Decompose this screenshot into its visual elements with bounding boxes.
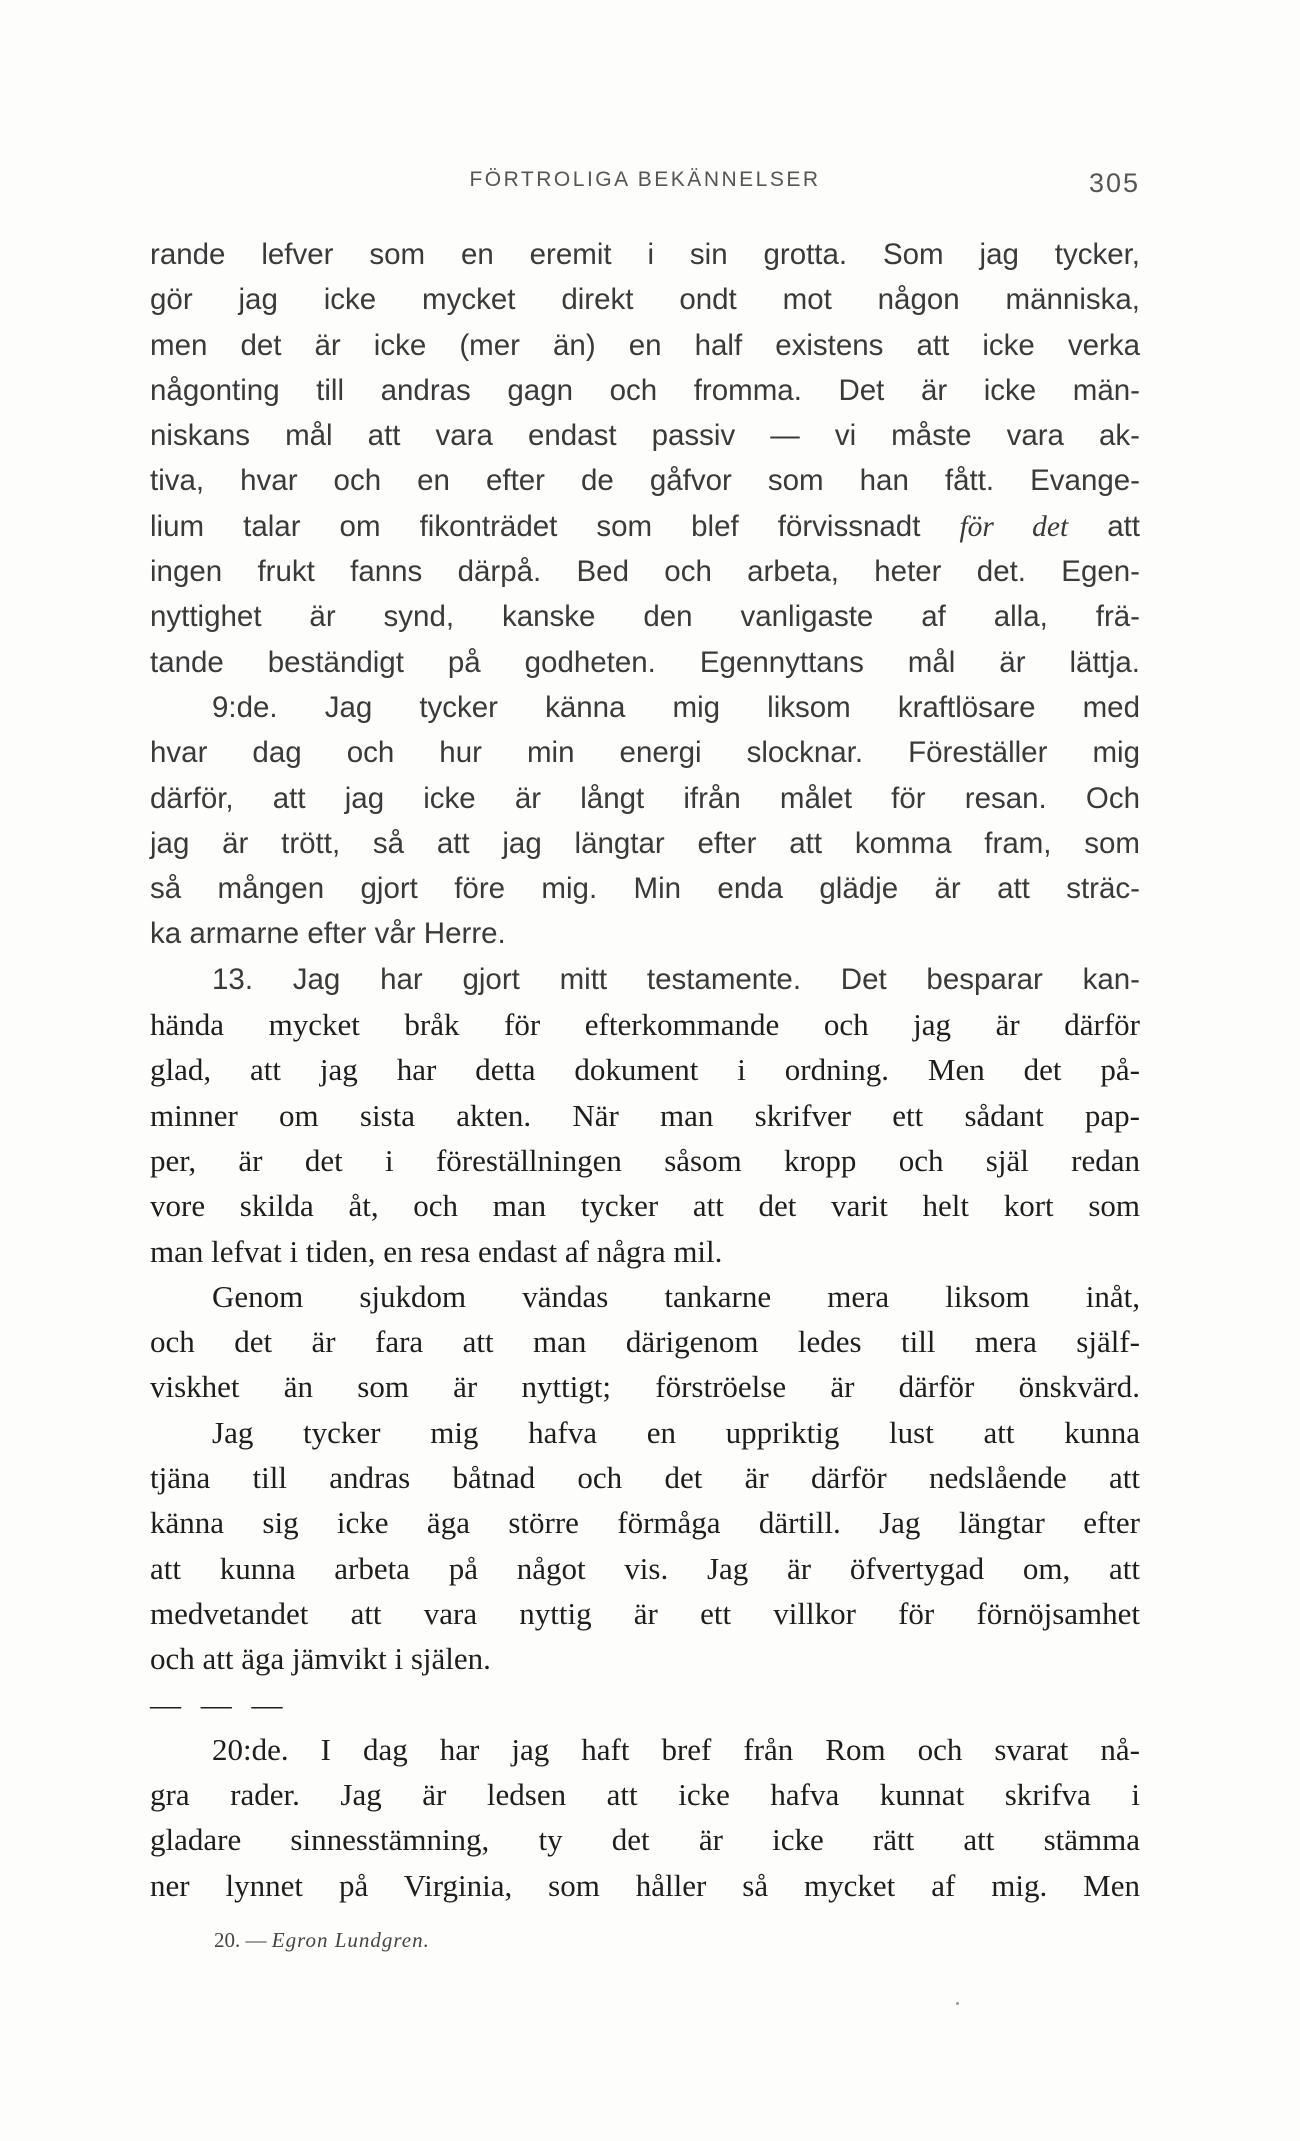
signature-dash: — xyxy=(245,1928,267,1952)
text-line-main: lium talar om fikonträdet som blef förvissnadt xyxy=(150,509,921,543)
text-line: ingen frukt fanns därpå. Bed och arbeta, heter det. Egen- xyxy=(150,555,1140,589)
text-line: tande beständigt på godheten. Egennyttans mål är lättja. xyxy=(150,645,1140,679)
text-line: 9:de. Jag tycker känna mig liksom kraftlösare med xyxy=(212,690,1140,724)
signature-name: Egron Lundgren. xyxy=(271,1928,430,1952)
text-line: tjäna till andras båtnad och det är därför nedslående att xyxy=(150,1460,1140,1496)
text-line: ner lynnet på Virginia, som håller så mycket af mig. Men xyxy=(150,1867,1140,1903)
text-line: Jag tycker mig hafva en uppriktig lust att kunna xyxy=(212,1414,1140,1450)
text-line: därför, att jag icke är långt ifrån målet för resan. Och xyxy=(150,781,1140,815)
text-line-tail: att xyxy=(1107,509,1140,543)
text-line: och det är fara att man därigenom ledes till mera själf- xyxy=(150,1324,1140,1360)
sans-section xyxy=(150,232,1140,1002)
text-line: vore skilda åt, och man tycker att det varit helt kort som xyxy=(150,1188,1140,1224)
section-separator: — — — xyxy=(150,1686,289,1722)
text-line: ka armarne efter vår Herre. xyxy=(150,917,506,951)
text-line xyxy=(150,504,1140,549)
text-line: Genom sjukdom vändas tankarne mera liksom inåt, xyxy=(212,1278,1140,1314)
text-line: glad, att jag har detta dokument i ordning. Men det på- xyxy=(150,1052,1140,1088)
text-line: rande lefver som en eremit i sin grotta. Som jag tycker, xyxy=(150,238,1140,271)
text-line: nyttighet är synd, kanske den vanligaste af alla, frä- xyxy=(150,600,1140,634)
running-title: FÖRTROLIGA BEKÄNNELSER xyxy=(469,168,821,191)
text-line: och att äga jämvikt i själen. xyxy=(150,1641,491,1677)
text-line: gör jag icke mycket direkt ondt mot någon människa, xyxy=(150,283,1140,317)
text-line: medvetandet att vara nyttig är ett villkor för förnöjsamhet xyxy=(150,1595,1140,1631)
body-text xyxy=(150,232,1140,1908)
page-number: 305 xyxy=(1088,168,1140,198)
text-line: 20:de. I dag har jag haft bref från Rom och svarat nå- xyxy=(212,1731,1140,1767)
text-line: 13. Jag har gjort mitt testamente. Det besparar kan- xyxy=(212,962,1140,996)
text-line: minner om sista akten. När man skrifver ett sådant pap- xyxy=(150,1097,1140,1133)
signature-number: 20. xyxy=(214,1928,241,1952)
text-line: att kunna arbeta på något vis. Jag är öfvertygad om, att xyxy=(150,1550,1140,1586)
text-line: per, är det i föreställningen såsom kropp och själ redan xyxy=(150,1142,1140,1178)
text-line: hvar dag och hur min energi slocknar. Föreställer mig xyxy=(150,736,1140,770)
text-line: tiva, hvar och en efter de gåfvor som han fått. Evange- xyxy=(150,464,1140,498)
text-line: hända mycket bråk för efterkommande och jag är därför xyxy=(150,1007,1140,1043)
text-line: man lefvat i tiden, en resa endast af några mil. xyxy=(150,1233,723,1269)
text-line: gladare sinnesstämning, ty det är icke rätt att stämma xyxy=(150,1822,1140,1858)
running-head xyxy=(150,168,1140,204)
text-line: men det är icke (mer än) en half existens att icke verka xyxy=(150,328,1140,362)
text-line: jag är trött, så att jag längtar efter att komma fram, som xyxy=(150,826,1140,860)
signature-line xyxy=(214,1928,430,1953)
print-speck xyxy=(956,2002,959,2005)
serif-section xyxy=(150,1002,1140,1908)
text-line: viskhet än som är nyttigt; förströelse är därför önskvärd. xyxy=(150,1369,1140,1405)
text-line: någonting till andras gagn och fromma. Det är icke män- xyxy=(150,373,1140,407)
text-line: niskans mål att vara endast passiv — vi måste vara ak- xyxy=(150,419,1140,453)
text-line: gra rader. Jag är ledsen att icke hafva kunnat skrifva i xyxy=(150,1777,1140,1813)
text-line: känna sig icke äga större förmåga därtill. Jag längtar efter xyxy=(150,1505,1140,1541)
text-line: så mången gjort före mig. Min enda glädje är att sträc- xyxy=(150,872,1140,906)
italic-phrase: för det xyxy=(959,510,1069,543)
